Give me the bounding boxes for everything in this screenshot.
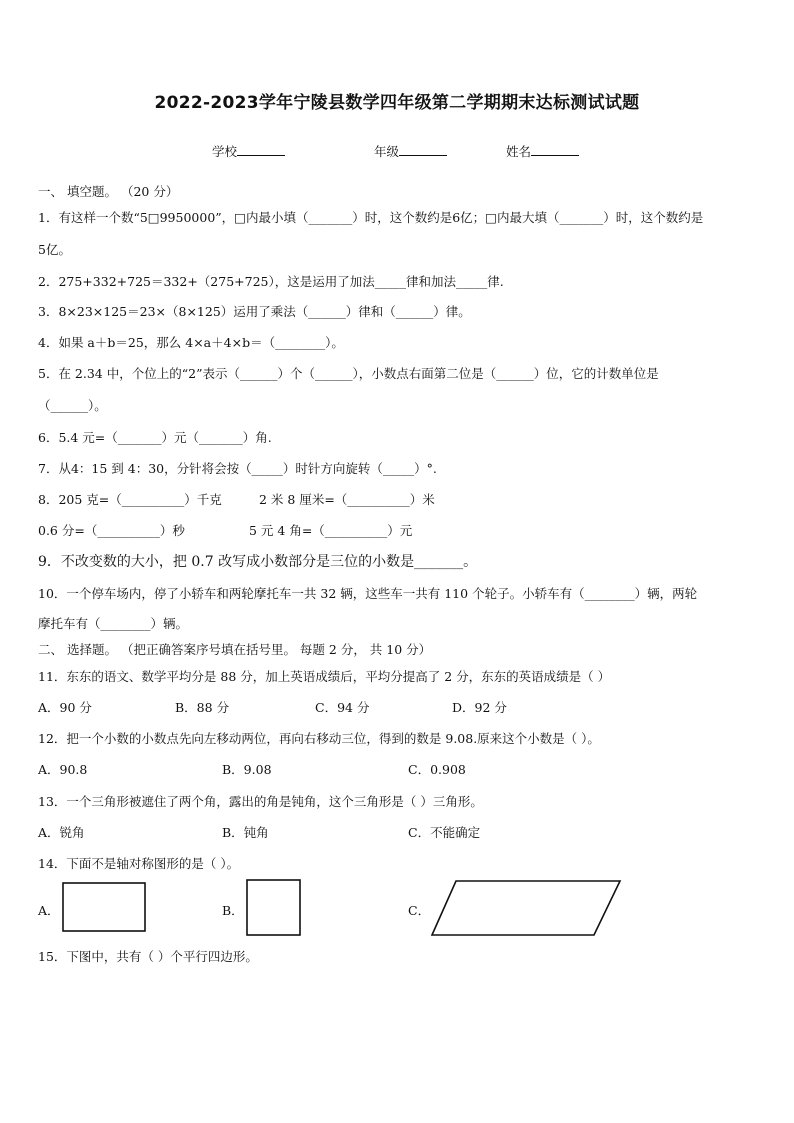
question-8-part-c: 0.6 分=（__________）秒 <box>38 523 185 538</box>
parallelogram-figure <box>430 879 622 937</box>
grade-blank[interactable] <box>399 142 447 156</box>
question-4: 4．如果 a＋b＝25，那么 4×a＋4×b＝（________）。 <box>38 335 344 350</box>
question-14-option-a-label[interactable]: A． <box>38 903 60 918</box>
question-3: 3．8×23×125＝23×（8×125）运用了乘法（______）律和（______）律。 <box>38 304 471 319</box>
question-13-option-c[interactable]: C．不能确定 <box>408 825 481 840</box>
question-2: 2．275+332+725＝332+（275+725），这是运用了加法_____律和加法_____律. <box>38 274 504 289</box>
rectangle-outline <box>63 883 145 931</box>
grade-field <box>374 142 447 160</box>
question-1-line-2: 5亿。 <box>38 242 71 257</box>
parallelogram-outline <box>432 881 620 935</box>
question-11-option-c[interactable]: C．94 分 <box>315 700 370 715</box>
name-field <box>506 142 579 160</box>
question-10-line-2: 摩托车有（________）辆。 <box>38 616 189 631</box>
question-12-option-b[interactable]: B．9.08 <box>222 762 272 777</box>
question-13: 13．一个三角形被遮住了两个角，露出的角是钝角，这个三角形是（ ）三角形。 <box>38 794 483 809</box>
question-13-option-a[interactable]: A．锐角 <box>38 825 85 840</box>
question-11-option-b[interactable]: B．88 分 <box>175 700 230 715</box>
question-13-option-b[interactable]: B．钝角 <box>222 825 269 840</box>
question-1-line-1: 1．有这样一个数“5□9950000”，□内最小填（_______）时，这个数约是6亿；□内最大填（_______）时，这个数约是 <box>38 210 704 225</box>
question-11-option-d[interactable]: D．92 分 <box>452 700 507 715</box>
question-14-option-c-label[interactable]: C． <box>408 903 431 918</box>
section-choice-heading: 二、 选择题。 （把正确答案序号填在括号里。 每题 2 分， 共 10 分） <box>38 642 432 657</box>
question-15: 15．下图中，共有（ ）个平行四边形。 <box>38 949 258 964</box>
square-figure <box>246 879 302 936</box>
question-5-line-1: 5．在 2.34 中，个位上的“2”表示（______）个（______），小数点右面第二位是（______）位，它的计数单位是 <box>38 366 659 381</box>
name-blank[interactable] <box>531 142 579 156</box>
square-outline <box>247 880 300 935</box>
question-14-option-b-label[interactable]: B． <box>222 903 244 918</box>
school-label: 学校 <box>212 144 238 159</box>
section-fill-in-heading: 一、 填空题。 （20 分） <box>38 184 179 199</box>
question-10-line-1: 10．一个停车场内，停了小轿车和两轮摩托车一共 32 辆，这些车一共有 110 个轮子。小轿车有（________）辆，两轮 <box>38 586 698 601</box>
rectangle-figure <box>62 882 147 932</box>
question-8-part-b: 2 米 8 厘米=（__________）米 <box>259 492 435 507</box>
school-blank[interactable] <box>237 142 285 156</box>
question-12-option-c[interactable]: C．0.908 <box>408 762 466 777</box>
question-12: 12．把一个小数的小数点先向左移动两位，再向右移动三位，得到的数是 9.08.原来这个小数是（ ）。 <box>38 731 600 746</box>
grade-label: 年级 <box>374 144 400 159</box>
question-5-line-2: （______）。 <box>38 398 107 413</box>
page-title: 2022-2023学年宁陵县数学四年级第二学期期末达标测试试题 <box>154 93 640 113</box>
question-11-option-a[interactable]: A．90 分 <box>38 700 92 715</box>
question-7: 7．从4：15 到 4：30，分针将会按（_____）时针方向旋转（_____）°. <box>38 461 437 476</box>
question-6: 6．5.4 元=（_______）元（_______）角. <box>38 430 272 445</box>
question-12-option-a[interactable]: A．90.8 <box>38 762 88 777</box>
question-9: 9．不改变数的大小，把 0.7 改写成小数部分是三位的小数是_______。 <box>38 554 478 570</box>
question-8-part-a: 8．205 克=（__________）千克 <box>38 492 222 507</box>
question-11: 11．东东的语文、数学平均分是 88 分，加上英语成绩后，平均分提高了 2 分，东东的英语成绩是（ ） <box>38 669 611 684</box>
name-label: 姓名 <box>506 144 532 159</box>
question-14: 14．下面不是轴对称图形的是（ ）。 <box>38 856 240 871</box>
school-field <box>212 142 285 160</box>
question-8-part-d: 5 元 4 角=（__________）元 <box>249 523 413 538</box>
